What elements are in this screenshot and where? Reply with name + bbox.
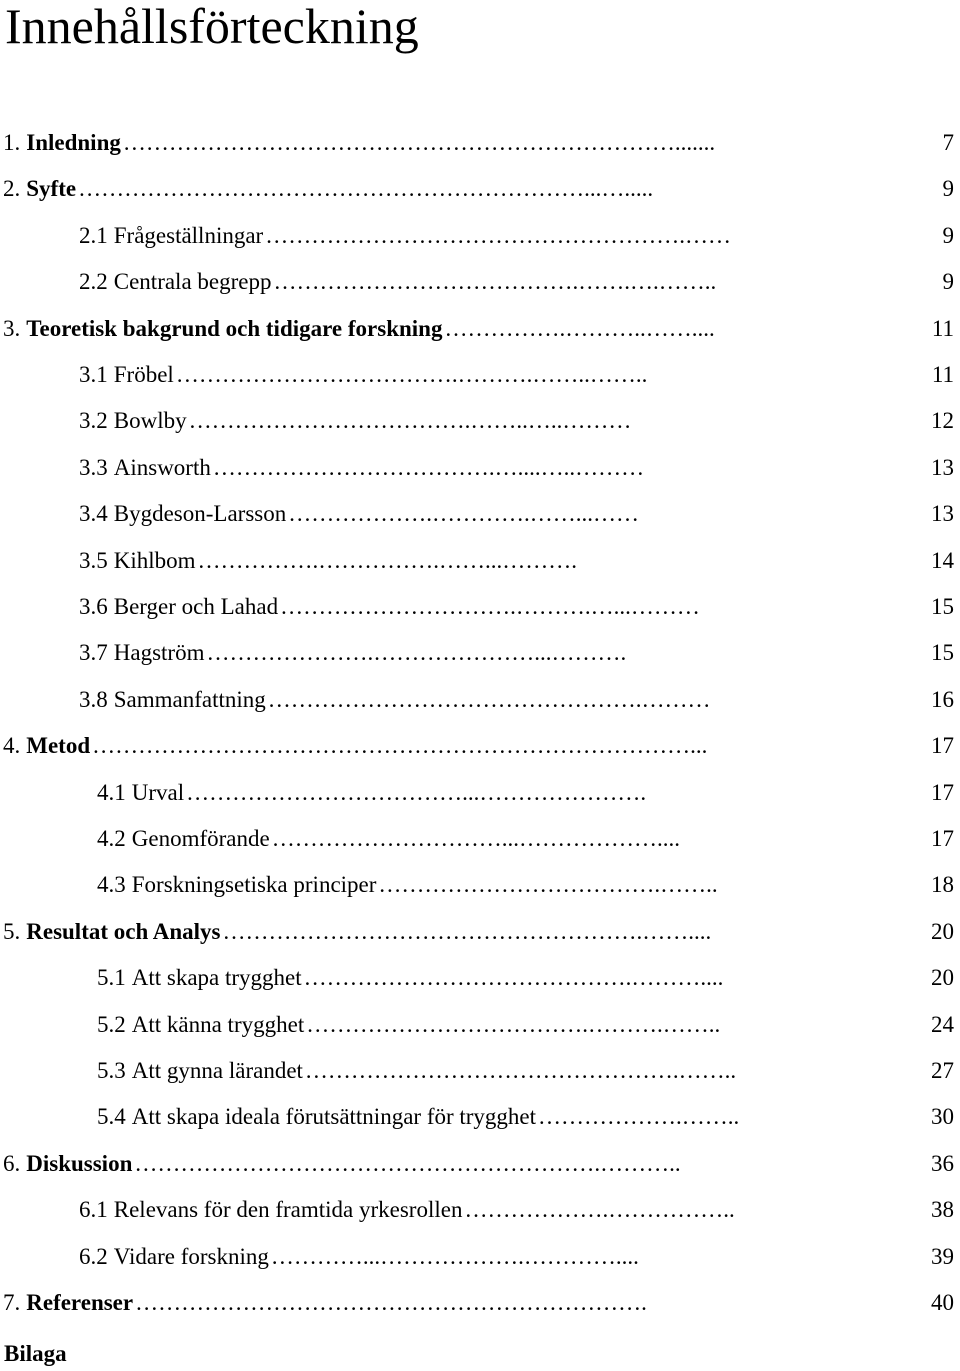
toc-entry-page-number: 24 (931, 1011, 954, 1037)
toc-entry-page-number: 15 (931, 594, 954, 619)
toc-entry-dot-leader: ………………………………………….……… (267, 686, 711, 712)
toc-entry-number: 2.1 (79, 222, 108, 248)
toc-entry-number: 3.3 (79, 454, 108, 480)
toc-entry[interactable] (3, 909, 954, 955)
toc-entry[interactable] (3, 723, 954, 769)
toc-entry-dot-leader: ……………………………….…....…..……… (212, 454, 645, 480)
toc-entry-dot-leader: ……………………………….……….…….. (306, 1011, 721, 1037)
toc-entry-label: Teoretisk bakgrund och tidigare forskning (26, 315, 443, 341)
toc-entry[interactable] (3, 166, 954, 212)
toc-entry[interactable] (79, 677, 954, 723)
toc-entry[interactable] (97, 955, 954, 1001)
toc-entry-page-number: 9 (942, 269, 954, 295)
toc-entry-dot-leader: ……………………………………………………………………... (92, 733, 708, 759)
toc-entry-number: 6.1 (79, 1197, 108, 1223)
toc-entry-dot-leader: …………….………..…….... (444, 315, 715, 341)
toc-entry-page-number: 39 (931, 1243, 954, 1269)
toc-entry-label: Centrala begrepp (113, 269, 272, 295)
toc-entry-label: Syfte (26, 176, 77, 202)
toc-entry[interactable] (79, 1234, 954, 1280)
toc-entry-number: 3.6 (79, 594, 108, 619)
toc-entry-page-number: 9 (942, 176, 954, 202)
toc-entry-label: Referenser (26, 1290, 134, 1315)
toc-entry[interactable] (97, 816, 954, 862)
toc-entry-dot-leader: ……………….…….. (538, 1104, 740, 1130)
toc-entry-label: Metod (26, 733, 91, 759)
toc-entry[interactable] (97, 862, 954, 908)
document-title: Innehållsförteckning (5, 0, 419, 54)
toc-entry-page-number: 17 (931, 826, 954, 851)
toc-entry[interactable] (97, 1094, 954, 1140)
toc-entry-bilaga[interactable]: Bilaga (4, 1341, 67, 1366)
toc-entry-page-number: 18 (931, 872, 954, 898)
toc-entry-page-number: 17 (931, 779, 954, 805)
toc-entry-label: Att skapa trygghet (131, 965, 302, 991)
toc-entry-dot-leader: …………………………………………………………. (135, 1290, 647, 1315)
toc-entry-page-number: 13 (931, 501, 954, 527)
toc-entry-dot-leader: ……………………………….……….……..…….. (175, 362, 648, 387)
toc-entry-dot-leader: ………………………………….…….….…….. (273, 269, 717, 295)
toc-entry-label: Sammanfattning (113, 686, 266, 712)
toc-entry-number: 2. (3, 176, 21, 202)
toc-entry-dot-leader: …………...……………….………….... (270, 1243, 639, 1269)
toc-entry-number: 5. (3, 918, 21, 944)
toc-entry-number: 6. (3, 1150, 21, 1176)
toc-entry[interactable] (79, 538, 954, 584)
toc-entry-number: 3.7 (79, 640, 108, 666)
toc-entry-dot-leader: ………………………………...…………………. (186, 779, 647, 805)
toc-entry[interactable] (79, 584, 954, 630)
toc-entry-number: 5.1 (97, 965, 126, 991)
toc-entry-number: 7. (3, 1290, 21, 1315)
toc-entry-label: Att gynna lärandet (131, 1058, 303, 1083)
toc-entry-dot-leader: ………………………………………………………………....... (122, 130, 716, 155)
toc-entry-dot-leader: ……………………………….…….. (378, 872, 718, 898)
toc-entry-page-number: 40 (931, 1290, 954, 1315)
toc-entry-label: Resultat och Analys (26, 918, 221, 944)
toc-entry-number: 3. (3, 315, 21, 341)
toc-entry-dot-leader: ………………………………………….…….. (304, 1058, 737, 1083)
toc-entry-dot-leader: …………………………………………………….……….. (134, 1150, 681, 1176)
toc-entry-page-number: 9 (942, 222, 954, 248)
toc-entry-number: 3.2 (79, 408, 108, 434)
toc-entry-number: 5.3 (97, 1058, 126, 1083)
toc-entry[interactable] (79, 398, 954, 444)
toc-entry-dot-leader: …………….…………….……...………. (197, 547, 578, 573)
toc-entry-dot-leader: …………………………...……………….... (271, 826, 680, 851)
toc-entry-page-number: 17 (931, 733, 954, 759)
toc-entry-page-number: 12 (931, 408, 954, 434)
toc-entry-number: 3.1 (79, 362, 108, 387)
toc-entry-page-number: 16 (931, 686, 954, 712)
toc-entry-label: Bygdeson-Larsson (113, 501, 287, 527)
toc-entry-dot-leader: ………………………….……….…...……… (280, 594, 700, 619)
toc-entry[interactable] (97, 1048, 954, 1094)
toc-entry[interactable] (79, 445, 954, 491)
toc-entry-number: 4. (3, 733, 21, 759)
toc-entry-number: 2.2 (79, 269, 108, 295)
toc-entry-page-number: 38 (931, 1197, 954, 1223)
toc-entry[interactable] (79, 352, 954, 398)
toc-entry-number: 4.2 (97, 826, 126, 851)
toc-entry-label: Ainsworth (113, 454, 211, 480)
toc-entry-number: 3.8 (79, 686, 108, 712)
toc-entry[interactable] (97, 1002, 954, 1048)
toc-entry-page-number: 20 (931, 918, 954, 944)
toc-entry-page-number: 15 (931, 640, 954, 666)
toc-entry[interactable] (79, 259, 954, 305)
toc-entry-page-number: 36 (931, 1150, 954, 1176)
toc-entry-page-number: 30 (931, 1104, 954, 1130)
toc-entry-number: 4.3 (97, 872, 126, 898)
toc-entry[interactable] (79, 1187, 954, 1233)
toc-entry-dot-leader: ……………………………….……..…..……… (188, 408, 632, 434)
toc-entry-number: 3.4 (79, 501, 108, 527)
toc-entry-number: 5.2 (97, 1011, 126, 1037)
toc-entry-page-number: 27 (931, 1058, 954, 1083)
toc-entry-label: Forskningsetiska principer (131, 872, 377, 898)
toc-entry[interactable] (3, 1280, 954, 1326)
toc-entry-page-number: 7 (942, 130, 954, 155)
toc-entry[interactable] (97, 770, 954, 816)
toc-entry-label: Att känna trygghet (131, 1011, 305, 1037)
toc-entry-label: Fröbel (113, 362, 174, 387)
toc-entry-number: 5.4 (97, 1104, 126, 1130)
toc-entry-label: Inledning (26, 130, 121, 155)
toc-entry-dot-leader: ……………….…………….. (464, 1197, 735, 1223)
toc-entry-label: Urval (131, 779, 185, 805)
toc-entry-dot-leader: …………………………………….……….... (303, 965, 724, 991)
toc-entry-label: Diskussion (26, 1150, 133, 1176)
toc-entry-label: Frågeställningar (113, 222, 264, 248)
toc-entry-label: Bowlby (113, 408, 187, 434)
toc-entry-dot-leader: …………………………………………………………...…..... (78, 176, 654, 202)
toc-entry[interactable] (3, 120, 954, 166)
toc-entry-number: 3.5 (79, 547, 108, 573)
toc-entry-label: Kihlbom (113, 547, 196, 573)
toc-entry[interactable] (79, 491, 954, 537)
toc-entry-page-number: 20 (931, 965, 954, 991)
toc-entry-dot-leader: ……………………………………………….…….... (222, 918, 712, 944)
toc-entry-number: 6.2 (79, 1243, 108, 1269)
toc-entry-label: Berger och Lahad (113, 594, 279, 619)
toc-entry-label: Att skapa ideala förutsättningar för trygghet (131, 1104, 537, 1130)
toc-entry[interactable] (79, 630, 954, 676)
toc-entry-dot-leader: ……………….………….……...…… (288, 501, 639, 527)
toc-entry-number: 1. (3, 130, 21, 155)
toc-entry-page-number: 13 (931, 454, 954, 480)
toc-entry-page-number: 14 (931, 547, 954, 573)
toc-entry-number: 4.1 (97, 779, 126, 805)
toc-entry-dot-leader: ………………….…………………...………. (206, 640, 627, 666)
toc-entry-label: Genomförande (131, 826, 270, 851)
toc-entry-label: Hagström (113, 640, 205, 666)
toc-entry[interactable] (3, 1141, 954, 1187)
toc-entry-page-number: 11 (931, 315, 954, 341)
toc-entry[interactable] (79, 213, 954, 259)
toc-entry-label: Relevans för den framtida yrkesrollen (113, 1197, 463, 1223)
toc-entry-page-number: 11 (931, 362, 954, 387)
toc-entry-label: Vidare forskning (113, 1243, 269, 1269)
toc-entry[interactable] (3, 306, 954, 352)
toc-entry-dot-leader: ……………………………………………….…… (265, 222, 731, 248)
